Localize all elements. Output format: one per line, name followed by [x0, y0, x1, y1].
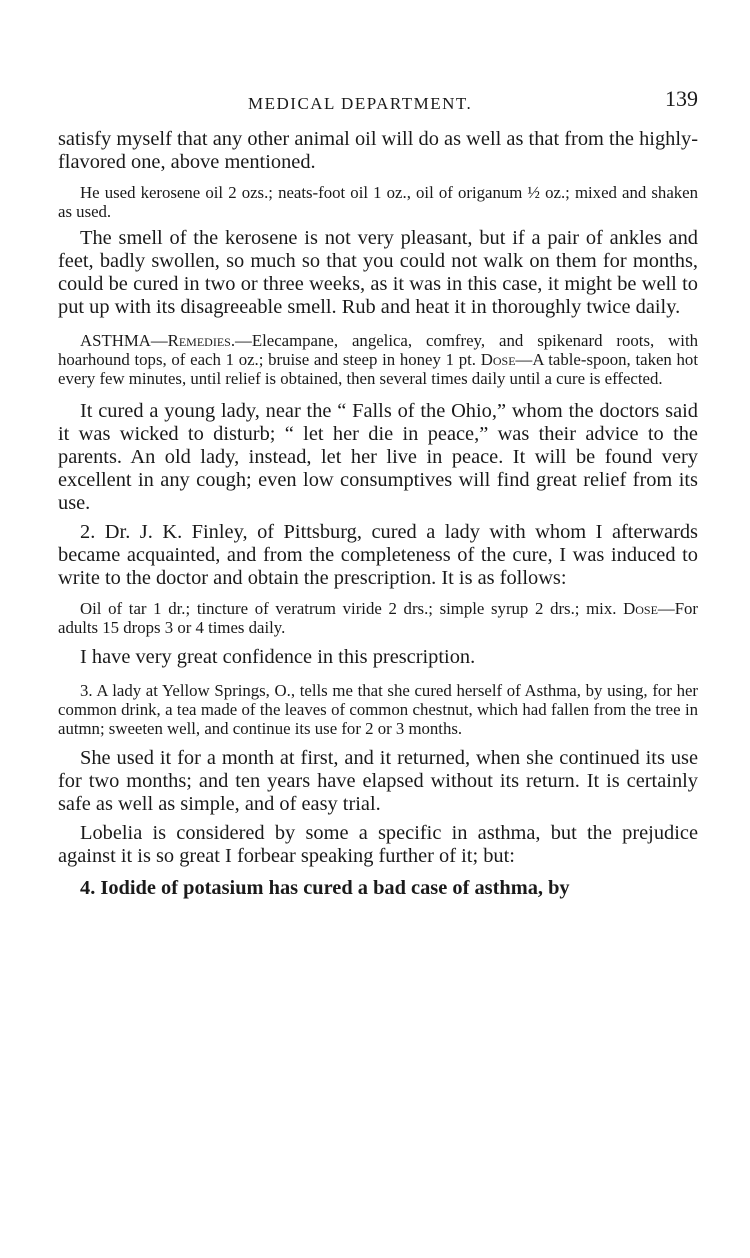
paragraph-dr-finley: 2. Dr. J. K. Finley, of Pittsburg, cured a lady with whom I afterwards became acquainted, and from the completeness of the cure, I was induced to write to the doctor and obtain the prescription. It is as follows:: [58, 521, 698, 589]
page-header: [58, 86, 698, 122]
dose-label: Dose: [480, 350, 516, 369]
page-number: 139: [665, 86, 698, 111]
paragraph-iodide-potasium: 4. Iodide of potasium has cured a bad case of asthma, by: [80, 877, 570, 899]
book-page: [58, 86, 698, 900]
paragraph-kerosene-recipe: He used kerosene oil 2 ozs.; neats-foot oil 1 oz., oil of origanum ½ oz.; mixed and shaken as used.: [58, 183, 698, 221]
remedies-label: Remedies.: [167, 331, 236, 350]
running-head: MEDICAL DEPARTMENT.: [248, 94, 473, 113]
asthma-dose-text: —A table-spoon, taken hot every few minutes, until relief is obtained, then several times daily until a cure is effected.: [58, 350, 698, 388]
paragraph-falls-of-ohio: It cured a young lady, near the “ Falls of the Ohio,” whom the doctors said it was wicked to disturb; “ let her die in peace,” was their advice to the parents. An old lady, instead, let her live in peace. It will be found very excellent in any cough; even low consumptives will find great relief from its use.: [58, 400, 698, 514]
paragraph-chestnut-result: She used it for a month at first, and it returned, when she continued its use for two months; and ten years have elapsed without its return. It is certainly safe as well as simple, and of easy trial.: [58, 747, 698, 815]
finley-dose-text: —For adults 15 drops 3 or 4 times daily.: [58, 599, 698, 637]
asthma-heading: ASTHMA—: [80, 331, 168, 350]
dose-label: Dose: [623, 599, 658, 618]
paragraph-yellow-springs: 3. A lady at Yellow Springs, O., tells me that she cured herself of Asthma, by using, for her common drink, a tea made of the leaves of common chestnut, which had fallen from the tree in autmn; sweeten well, and continue its use for 2 or 3 months.: [58, 681, 698, 738]
asthma-recipe-text: —Elecampane, angelica, comfrey, and spikenard roots, with hoarhound tops, of each 1 oz.; bruise and steep in honey 1 pt.: [58, 331, 698, 369]
paragraph-kerosene-smell: The smell of the kerosene is not very pleasant, but if a pair of ankles and feet, badly swollen, so much so that you could not walk on them for months, could be cured in two or three weeks, as it was in this case, it might be well to put up with its disagreeable smell. Rub and heat it in thoroughly twice daily.: [58, 227, 698, 318]
paragraph-oil-continuation: satisfy myself that any other animal oil will do as well as that from the highly-flavored one, above mentioned.: [58, 128, 698, 173]
paragraph-asthma-remedies: [58, 331, 698, 388]
finley-recipe-text: Oil of tar 1 dr.; tincture of veratrum viride 2 drs.; simple syrup 2 drs.; mix.: [80, 599, 624, 618]
paragraph-finley-prescription: [58, 599, 698, 637]
paragraph-lobelia: Lobelia is considered by some a specific in asthma, but the prejudice against it is so great I forbear speaking further of it; but:: [58, 822, 698, 867]
paragraph-confidence: I have very great confidence in this prescription.: [80, 646, 476, 668]
